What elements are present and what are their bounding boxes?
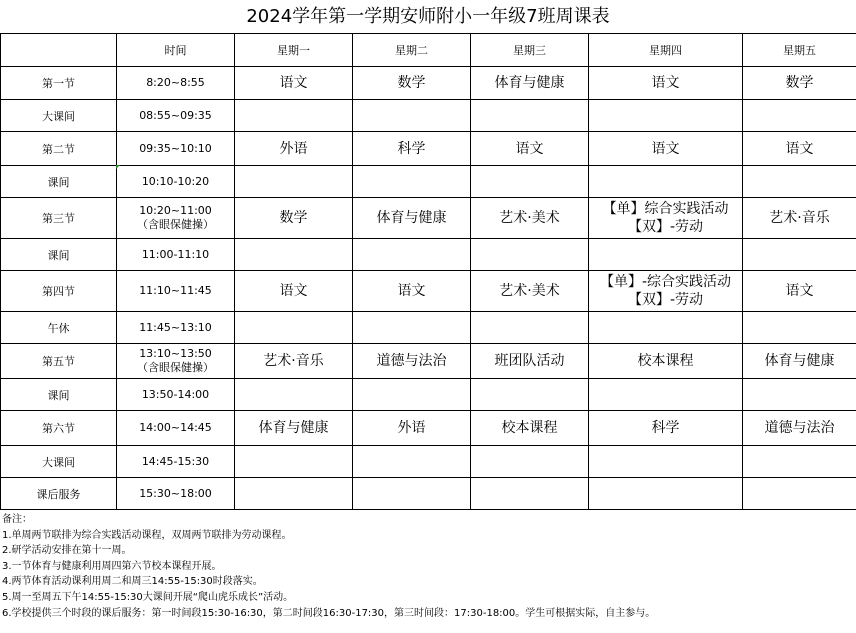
subject-line: 体育与健康 xyxy=(764,353,835,369)
time-line: 10:20~11:00 xyxy=(139,204,212,217)
period-label: 课间 xyxy=(1,379,117,411)
subject-cell xyxy=(743,478,856,510)
period-label: 第六节 xyxy=(1,411,117,446)
timetable xyxy=(0,33,856,510)
subject-cell xyxy=(353,344,471,379)
subject-cell xyxy=(353,239,471,271)
time-cell xyxy=(117,239,235,271)
subject-cell xyxy=(471,67,589,100)
time-line: （含眼保健操） xyxy=(137,361,214,374)
subject-cell xyxy=(471,478,589,510)
time-cell xyxy=(117,411,235,446)
table-row xyxy=(1,312,856,344)
subject-cell xyxy=(471,239,589,271)
subject-cell xyxy=(743,166,856,198)
subject-line: 外语 xyxy=(397,420,426,436)
time-line: 11:00-11:10 xyxy=(141,247,210,261)
subject-cell xyxy=(471,166,589,198)
period-label: 大课间 xyxy=(1,446,117,478)
note-line: 1.单周两节联排为综合实践活动课程，双周两节联排为劳动课程。 xyxy=(2,529,292,541)
subject-cell xyxy=(743,271,856,312)
subject-cell xyxy=(235,100,353,132)
table-row xyxy=(1,478,856,510)
subject-cell xyxy=(589,379,743,411)
subject-cell xyxy=(743,100,856,132)
subject-cell xyxy=(235,344,353,379)
table-row xyxy=(1,446,856,478)
subject-line: 校本课程 xyxy=(637,353,694,369)
subject-line: 艺术·美术 xyxy=(499,210,560,226)
time-cell xyxy=(117,446,235,478)
column-header xyxy=(1,34,117,67)
time-cell xyxy=(117,312,235,344)
time-cell xyxy=(117,198,235,239)
subject-line: 体育与健康 xyxy=(494,75,565,91)
period-label: 第四节 xyxy=(1,271,117,312)
time-line: 13:50-14:00 xyxy=(141,387,210,401)
subject-cell xyxy=(589,132,743,166)
time-cell xyxy=(117,271,235,312)
subject-cell xyxy=(743,446,856,478)
time-line: 11:45~13:10 xyxy=(139,320,212,334)
cell-comment-marker xyxy=(116,165,120,169)
subject-line: 【双】-劳动 xyxy=(627,292,704,308)
table-row xyxy=(1,379,856,411)
subject-line: 艺术·音乐 xyxy=(769,210,830,226)
subject-cell xyxy=(589,312,743,344)
column-header: 星期一 xyxy=(235,34,353,67)
subject-cell xyxy=(471,379,589,411)
time-line: 08:55~09:35 xyxy=(139,108,212,122)
subject-line: 外语 xyxy=(279,140,308,157)
table-row xyxy=(1,198,856,239)
table-row xyxy=(1,344,856,379)
header-row xyxy=(1,34,856,67)
time-line: 10:10-10:20 xyxy=(141,174,210,188)
subject-cell xyxy=(235,132,353,166)
period-label: 课间 xyxy=(1,166,117,198)
subject-line: 校本课程 xyxy=(501,420,558,436)
period-label: 午休 xyxy=(1,312,117,344)
table-row xyxy=(1,100,856,132)
subject-cell xyxy=(353,379,471,411)
subject-line: 艺术·美术 xyxy=(499,283,560,299)
subject-line: 语文 xyxy=(397,283,426,299)
page-title: 2024学年第一学期安师附小一年级7班周课表 xyxy=(246,6,610,27)
time-line: （含眼保健操） xyxy=(137,218,214,231)
notes-heading: 备注： xyxy=(2,514,32,525)
subject-line: 语文 xyxy=(515,140,544,157)
subject-line: 语文 xyxy=(279,75,308,91)
period-label: 第二节 xyxy=(1,132,117,166)
subject-cell xyxy=(589,100,743,132)
subject-cell xyxy=(471,312,589,344)
subject-cell xyxy=(235,271,353,312)
table-row xyxy=(1,132,856,166)
note-line: 6.学校提供三个时段的课后服务：第一时间段15:30-16:30，第二时间段16:30-17:30，第三时间段：17:30-18:00。学生可根据实际，自主参与。 xyxy=(2,607,656,619)
note-line: 5.周一至周五下午14:55-15:30大课间开展“爬山虎乐成长”活动。 xyxy=(2,591,294,603)
subject-line: 班团队活动 xyxy=(494,353,565,369)
subject-line: 科学 xyxy=(651,420,680,436)
subject-cell xyxy=(353,198,471,239)
subject-cell xyxy=(589,271,743,312)
time-line: 09:35~10:10 xyxy=(139,141,212,155)
time-cell xyxy=(117,478,235,510)
time-line: 15:30~18:00 xyxy=(139,486,212,500)
subject-cell xyxy=(471,132,589,166)
subject-line: 体育与健康 xyxy=(376,210,447,226)
subject-cell xyxy=(235,67,353,100)
subject-cell xyxy=(589,478,743,510)
subject-cell xyxy=(235,166,353,198)
period-label: 大课间 xyxy=(1,100,117,132)
subject-line: 语文 xyxy=(651,140,680,157)
subject-line: 数学 xyxy=(397,75,426,91)
time-cell xyxy=(117,100,235,132)
period-label: 课后服务 xyxy=(1,478,117,510)
time-cell xyxy=(117,132,235,166)
subject-cell xyxy=(353,100,471,132)
subject-cell xyxy=(471,446,589,478)
subject-line: 语文 xyxy=(651,75,680,91)
subject-cell xyxy=(353,67,471,100)
notes xyxy=(2,512,854,621)
subject-line: 数学 xyxy=(785,75,814,91)
time-line: 14:00~14:45 xyxy=(139,421,212,434)
subject-cell xyxy=(743,344,856,379)
subject-cell xyxy=(353,411,471,446)
table-row xyxy=(1,67,856,100)
period-label: 第五节 xyxy=(1,344,117,379)
subject-line: 艺术·音乐 xyxy=(263,353,324,369)
subject-cell xyxy=(235,312,353,344)
subject-line: 【单】-综合实践活动 xyxy=(599,274,732,290)
subject-line: 道德与法治 xyxy=(764,420,835,436)
subject-line: 科学 xyxy=(397,140,426,157)
subject-line: 语文 xyxy=(279,283,308,299)
subject-cell xyxy=(353,132,471,166)
subject-line: 【单】综合实践活动 xyxy=(602,201,729,217)
subject-line: 体育与健康 xyxy=(258,420,329,436)
column-header: 星期二 xyxy=(353,34,471,67)
subject-cell xyxy=(235,379,353,411)
time-cell xyxy=(117,166,235,198)
subject-cell xyxy=(743,132,856,166)
table-row xyxy=(1,411,856,446)
period-label: 课间 xyxy=(1,239,117,271)
subject-cell xyxy=(743,411,856,446)
subject-cell xyxy=(471,198,589,239)
subject-cell xyxy=(589,239,743,271)
period-label: 第三节 xyxy=(1,198,117,239)
subject-line: 【双】-劳动 xyxy=(627,219,704,235)
subject-cell xyxy=(589,166,743,198)
column-header: 星期四 xyxy=(589,34,743,67)
subject-cell xyxy=(353,166,471,198)
time-line: 13:10~13:50 xyxy=(139,347,212,360)
table-row xyxy=(1,271,856,312)
table-row xyxy=(1,239,856,271)
time-cell xyxy=(117,67,235,100)
time-line: 8:20~8:55 xyxy=(146,76,205,89)
subject-cell xyxy=(743,198,856,239)
subject-cell xyxy=(235,478,353,510)
column-header: 时间 xyxy=(117,34,235,67)
subject-cell xyxy=(471,100,589,132)
note-line: 3.一节体育与健康利用周四第六节校本课程开展。 xyxy=(2,560,222,572)
subject-line: 道德与法治 xyxy=(376,353,447,369)
subject-cell xyxy=(235,239,353,271)
time-line: 11:10~11:45 xyxy=(139,284,212,297)
column-header: 星期五 xyxy=(743,34,856,67)
subject-cell xyxy=(471,411,589,446)
subject-cell xyxy=(235,446,353,478)
subject-line: 语文 xyxy=(785,283,814,299)
time-cell xyxy=(117,379,235,411)
subject-cell xyxy=(589,198,743,239)
time-cell xyxy=(117,344,235,379)
subject-cell xyxy=(353,271,471,312)
subject-cell xyxy=(589,344,743,379)
subject-cell xyxy=(471,344,589,379)
subject-cell xyxy=(471,271,589,312)
subject-cell xyxy=(589,411,743,446)
subject-cell xyxy=(353,312,471,344)
subject-cell xyxy=(743,379,856,411)
subject-line: 数学 xyxy=(279,210,308,226)
time-line: 14:45-15:30 xyxy=(141,454,210,468)
subject-cell xyxy=(743,67,856,100)
subject-cell xyxy=(353,478,471,510)
period-label: 第一节 xyxy=(1,67,117,100)
subject-cell xyxy=(235,411,353,446)
subject-cell xyxy=(589,446,743,478)
subject-cell xyxy=(743,312,856,344)
table-row xyxy=(1,166,856,198)
subject-cell xyxy=(589,67,743,100)
note-line: 2.研学活动安排在第十一周。 xyxy=(2,545,132,557)
subject-cell xyxy=(353,446,471,478)
subject-line: 语文 xyxy=(785,140,814,157)
note-line: 4.两节体育活动课利用周二和周三14:55-15:30时段落实。 xyxy=(2,576,263,588)
subject-cell xyxy=(235,198,353,239)
column-header: 星期三 xyxy=(471,34,589,67)
subject-cell xyxy=(743,239,856,271)
